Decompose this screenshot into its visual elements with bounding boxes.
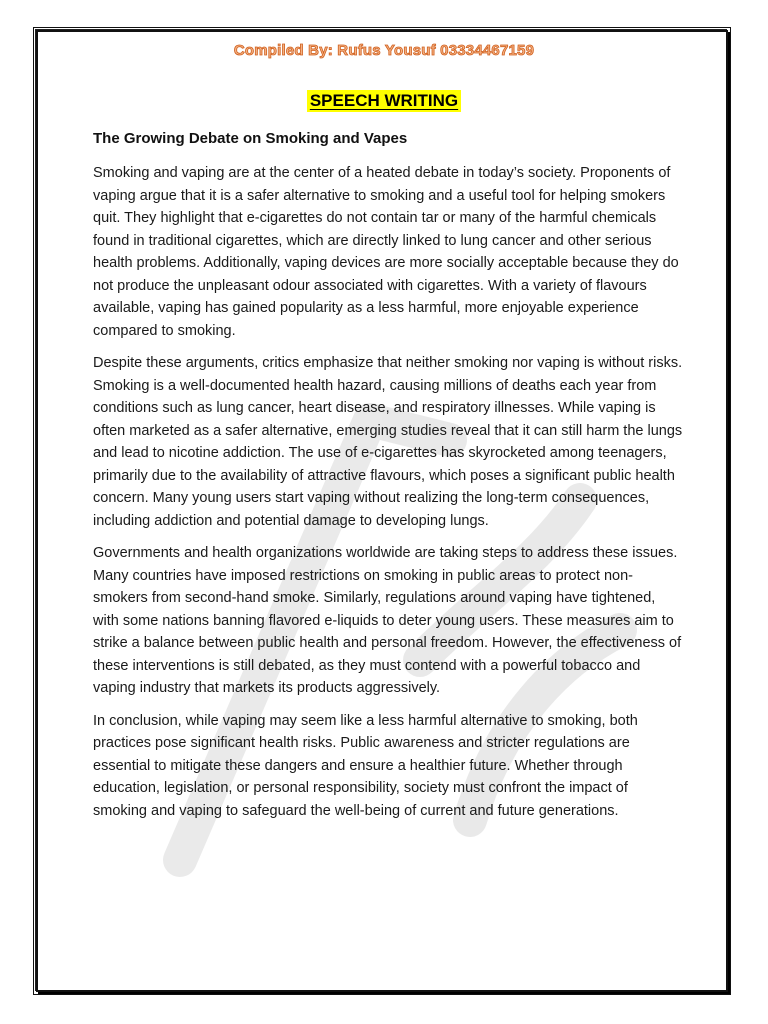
- speech-body: [93, 162, 683, 832]
- section-heading: SPEECH WRITING: [307, 90, 461, 112]
- speech-title: The Growing Debate on Smoking and Vapes: [93, 130, 408, 147]
- compiled-by-credit: Compiled By: Rufus Yousuf 03334467159: [233, 42, 535, 59]
- paragraph-1: Smoking and vaping are at the center of a heated debate in today’s society. Proponents of vaping argue that it is a safer alternative to smoking and a useful tool for helping smokers quit. They highlight that e-cigarettes do not contain tar or many of the harmful chemicals found in traditional cigarettes, which are directly linked to lung cancer and other serious health problems. Additionally, vaping devices are more socially acceptable because they do not produce the unpleasant odour associated with cigarettes. With a variety of flavours available, vaping has gained popularity as a less harmful, more enjoyable experience compared to smoking.: [93, 165, 679, 339]
- paragraph-2: Despite these arguments, critics emphasize that neither smoking nor vaping is without risks. Smoking is a well-documented health hazard, causing millions of deaths each year from conditions such as lung cancer, heart disease, and respiratory illnesses. While vaping is often marketed as a safer alternative, emerging studies reveal that it can still harm the lungs and lead to nicotine addiction. The use of e-cigarettes has skyrocketed among teenagers, primarily due to the availability of attractive flavours, which poses a significant public health concern. Many young users start vaping without realizing the long-term consequences, including addiction and potential damage to developing lungs.: [93, 355, 683, 529]
- paragraph-4: In conclusion, while vaping may seem like a less harmful alternative to smoking, both practices pose significant health risks. Public awareness and stricter regulations are essential to mitigate these dangers and ensure a healthier future. Whether through education, legislation, or personal responsibility, society must confront the impact of smoking and vaping to safeguard the well-being of current and future generations.: [93, 712, 638, 819]
- paragraph-3: Governments and health organizations worldwide are taking steps to address these issues. Many countries have imposed restrictions on smoking in public areas to protect non-smokers from second-hand smoke. Similarly, regulations around vaping have tightened, with some nations banning flavored e-liquids to deter young users. These measures aim to strike a balance between public health and personal freedom. However, the effectiveness of these interventions is still debated, as they must contend with a powerful tobacco and vaping industry that markets its products aggressively.: [93, 545, 682, 696]
- heading-wrap: [0, 90, 768, 112]
